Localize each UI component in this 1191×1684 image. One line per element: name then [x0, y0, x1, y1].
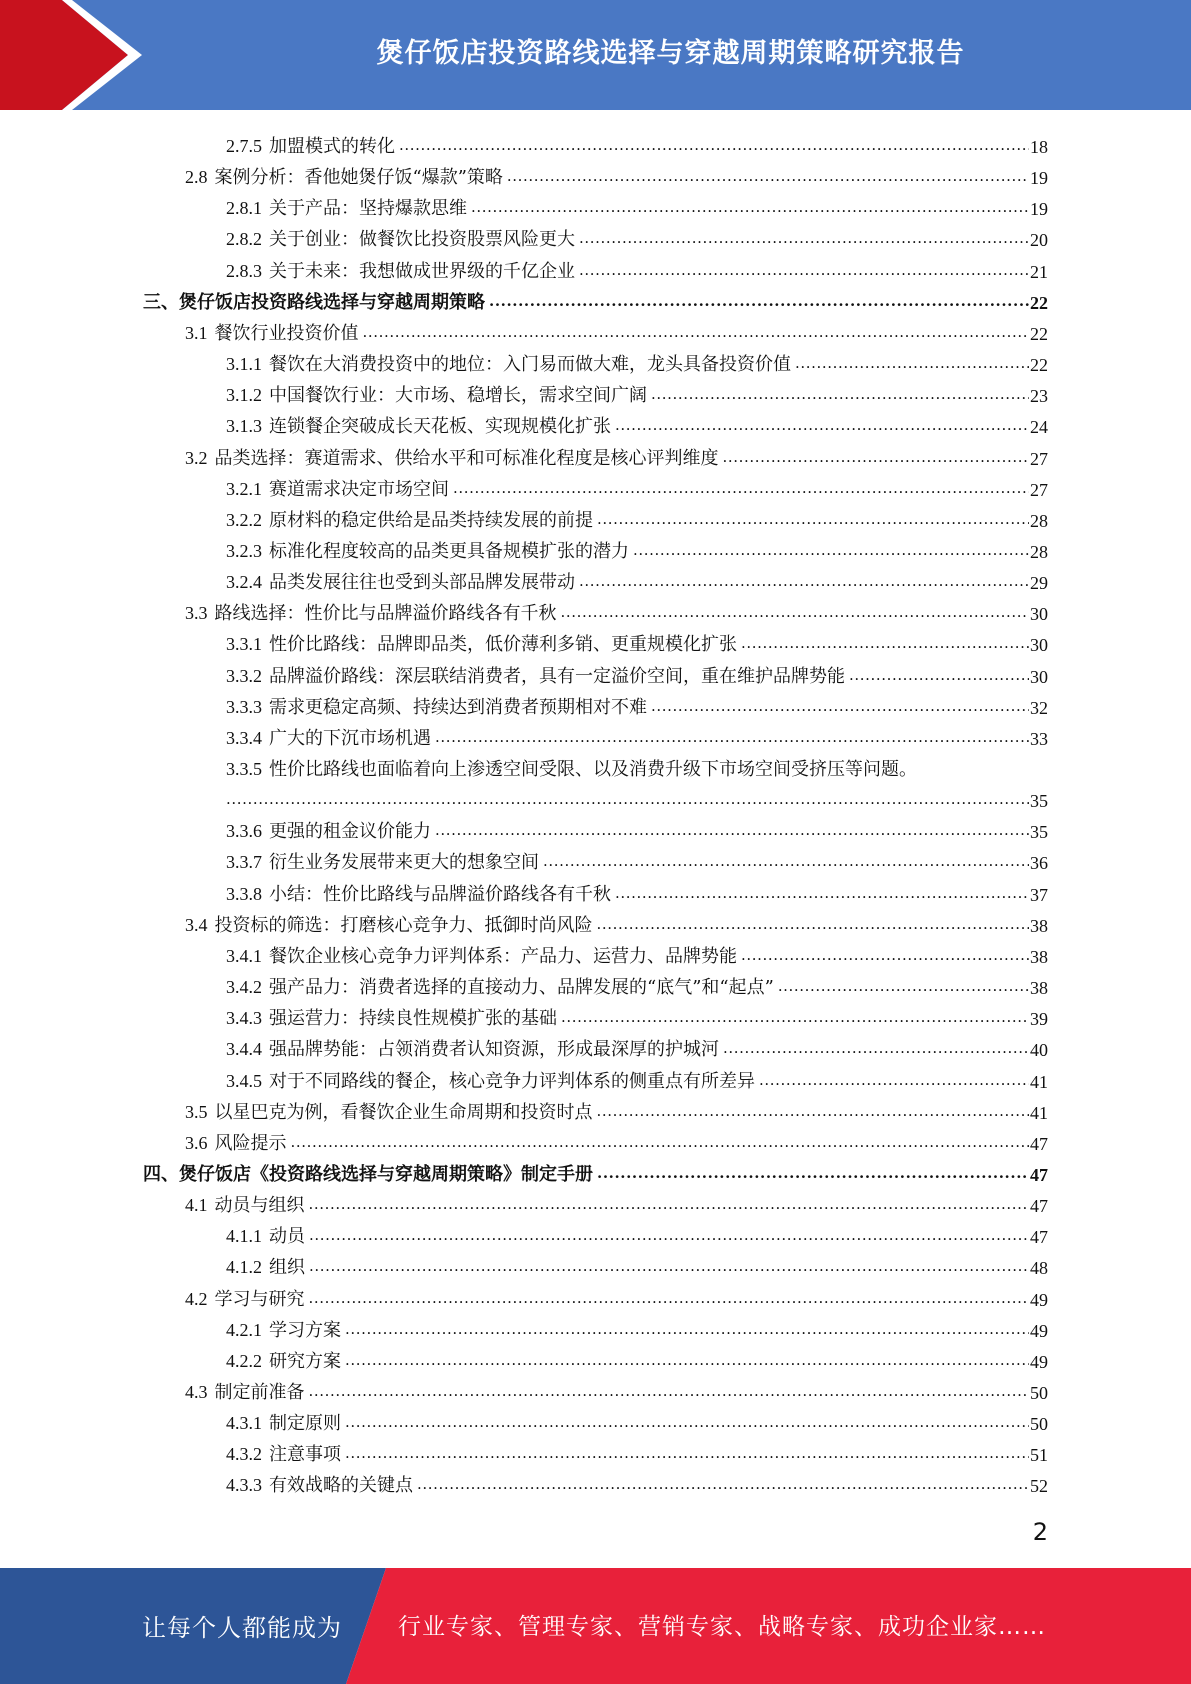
toc-entry-page: 28 [1030, 510, 1048, 531]
toc-entry-label [143, 291, 485, 314]
toc-entry-title: 关于产品：坚持爆款思维 [269, 198, 467, 220]
dot-leader [417, 1475, 1029, 1497]
toc-entry-page: 52 [1030, 1476, 1048, 1497]
toc-entry-title: 动员与组织 [214, 1195, 305, 1217]
toc-entry-number: 2.8.3 [226, 260, 262, 281]
toc-entry-title: 关于未来：我想做成世界级的千亿企业 [269, 260, 575, 282]
toc-entry[interactable] [226, 1343, 1048, 1373]
toc-entry-label [185, 1101, 593, 1124]
toc-entry[interactable] [185, 1125, 1048, 1155]
toc-entry-page: 36 [1030, 853, 1048, 874]
toc-entry-page: 21 [1030, 261, 1048, 282]
toc-entry-number: 2.7.5 [226, 136, 262, 156]
toc-entry[interactable] [226, 1312, 1048, 1342]
toc-entry-number: 3.2.3 [226, 540, 262, 561]
dot-leader [759, 1071, 1029, 1093]
dot-leader [309, 1257, 1029, 1279]
toc-entry-number: 3.4.5 [226, 1070, 262, 1091]
page-header [0, 0, 1191, 110]
toc-entry-label [226, 1038, 719, 1061]
toc-entry[interactable] [226, 751, 1048, 781]
page-footer [0, 1568, 1191, 1684]
toc-entry[interactable] [226, 938, 1048, 968]
toc-entry[interactable] [226, 1467, 1048, 1497]
toc-entry-number: 3.4 [185, 914, 208, 935]
toc-entry-page: 30 [1030, 604, 1048, 625]
dot-leader [345, 1320, 1029, 1342]
toc-entry-title: 关于创业：做餐饮比投资股票风险更大 [269, 229, 575, 251]
toc-entry-page: 50 [1030, 1414, 1048, 1435]
toc-entry-label [226, 1256, 305, 1279]
toc-entry-page: 47 [1030, 1227, 1048, 1248]
toc-entry-label [185, 602, 557, 625]
toc-entry[interactable] [185, 440, 1048, 470]
toc-entry-page: 40 [1030, 1040, 1048, 1061]
toc-entry-page: 51 [1030, 1445, 1048, 1466]
toc-entry-number: 三、 [143, 291, 179, 312]
dot-leader [741, 634, 1029, 656]
toc-entry-title: 路线选择：性价比与品牌溢价路线各有千秋 [214, 603, 557, 625]
toc-entry-page: 33 [1030, 728, 1048, 749]
toc-entry-page: 32 [1030, 697, 1048, 718]
toc-entry-title: 品牌溢价路线：深层联结消费者，具有一定溢价空间，重在维护品牌势能 [269, 665, 845, 687]
dot-leader [453, 479, 1029, 501]
toc-entry[interactable] [226, 844, 1048, 874]
toc-entry-title: 组织 [269, 1257, 305, 1279]
toc-entry-number: 3.3.8 [226, 883, 262, 904]
dot-leader [579, 572, 1029, 594]
toc-entry-number: 3.3.6 [226, 821, 262, 842]
toc-entry-number: 3.2 [185, 447, 208, 468]
toc-entry-number: 4.2.2 [226, 1350, 262, 1371]
toc-entry-number: 四、 [143, 1163, 179, 1184]
toc-entry-title: 风险提示 [214, 1132, 287, 1154]
toc-entry[interactable] [185, 315, 1048, 345]
toc-entry-label [226, 696, 647, 719]
dot-leader [345, 1351, 1029, 1373]
toc-entry-label [226, 633, 737, 656]
dot-leader [345, 1413, 1029, 1435]
toc-entry-label [226, 540, 629, 563]
toc-entry[interactable] [226, 502, 1048, 532]
toc-entry[interactable] [226, 1063, 1048, 1093]
toc-entry-number: 3.5 [185, 1101, 208, 1122]
toc-entry-title: 品类发展往往也受到头部品牌发展带动 [269, 572, 575, 594]
dot-leader [597, 1164, 1029, 1186]
dot-leader [489, 292, 1029, 314]
toc-entry-title: 学习方案 [269, 1319, 341, 1341]
toc-entry[interactable] [226, 128, 1048, 158]
dot-leader [363, 323, 1030, 345]
toc-entry-page: 30 [1030, 635, 1048, 656]
toc-entry-label [143, 1163, 593, 1186]
toc-entry-label [226, 415, 611, 438]
toc-entry-label [226, 1007, 557, 1030]
page-number: 2 [1032, 1518, 1048, 1546]
toc-entry-number: 3.6 [185, 1132, 208, 1153]
dot-leader [651, 697, 1029, 719]
toc-entry[interactable] [226, 720, 1048, 750]
toc-entry-number: 3.3.1 [226, 634, 262, 655]
toc-entry-title: 有效战略的关键点 [269, 1475, 413, 1497]
toc-entry-label [226, 883, 611, 906]
toc-entry-label [226, 1412, 341, 1435]
toc-entry[interactable] [226, 346, 1048, 376]
toc-entry-label [226, 135, 395, 158]
toc-entry-number: 3.2.2 [226, 509, 262, 530]
toc-entry-page: 27 [1030, 448, 1048, 469]
toc-entry[interactable] [185, 1187, 1048, 1217]
toc-entry[interactable] [226, 1405, 1048, 1435]
report-title: 煲仔饭店投资路线选择与穿越周期策略研究报告 [376, 37, 965, 69]
toc-entry-page: 24 [1030, 417, 1048, 438]
toc-entry-number: 2.8 [185, 167, 208, 188]
toc-entry-title: 投资标的筛选：打磨核心竞争力、抵御时尚风险 [214, 914, 593, 936]
toc-entry-number: 3.3.7 [226, 852, 262, 873]
toc-entry-title: 案例分析：香他她煲仔饭“爆款”策略 [214, 167, 503, 189]
toc-entry-number: 2.8.2 [226, 229, 262, 250]
toc-entry-label [185, 1381, 305, 1404]
toc-entry[interactable] [185, 1281, 1048, 1311]
toc-entry-page: 37 [1030, 884, 1048, 905]
toc-entry-label [226, 1474, 413, 1497]
dot-leader [226, 790, 1029, 812]
toc-entry-number: 4.1.2 [226, 1257, 262, 1278]
toc-entry[interactable] [226, 1000, 1048, 1030]
toc-entry-number: 4.3 [185, 1382, 208, 1402]
toc-entry[interactable] [226, 253, 1048, 283]
toc-entry-page: 22 [1030, 323, 1048, 344]
toc-entry-title: 学习与研究 [214, 1288, 305, 1310]
dot-leader [723, 1039, 1029, 1061]
toc-entry-label [226, 1443, 341, 1466]
dot-leader [309, 1195, 1030, 1217]
toc-entry-label [226, 820, 431, 843]
toc-entry-page: 19 [1030, 168, 1048, 189]
toc-entry[interactable] [185, 907, 1048, 937]
header-chevron-graphic [0, 0, 160, 110]
toc-entry-title: 广大的下沉市场机遇 [269, 727, 431, 749]
toc-entry-page: 47 [1030, 1196, 1048, 1217]
toc-entry-label [226, 1070, 755, 1093]
footer-slogan-right: 行业专家、管理专家、营销专家、战略专家、成功企业家…… [398, 1614, 1046, 1640]
toc-entry[interactable] [226, 564, 1048, 594]
toc-entry-page: 28 [1030, 541, 1048, 562]
toc-entry-number: 3.4.2 [226, 977, 262, 998]
toc-entry-label [226, 197, 467, 220]
toc-entry-page: 47 [1030, 1133, 1048, 1154]
dot-leader [507, 167, 1029, 189]
toc-entry-page: 50 [1030, 1383, 1048, 1403]
toc-entry-page: 35 [1030, 822, 1048, 843]
toc-entry-number: 4.2.1 [226, 1319, 262, 1340]
toc-entry[interactable] [226, 689, 1048, 719]
toc-entry[interactable] [226, 876, 1048, 906]
toc-entry-page: 20 [1030, 230, 1048, 251]
toc-entry[interactable] [143, 284, 1048, 314]
toc-entry[interactable] [226, 1249, 1048, 1279]
toc-entry[interactable] [226, 782, 1048, 812]
toc-entry-number: 3.1.1 [226, 354, 262, 375]
toc-entry-title: 煲仔饭店投资路线选择与穿越周期策略 [179, 291, 485, 313]
toc-entry-title: 动员 [269, 1226, 305, 1248]
toc-entry-title: 小结：性价比路线与品牌溢价路线各有千秋 [269, 883, 611, 905]
dot-leader [615, 884, 1029, 906]
toc-entry-number: 3.3.3 [226, 696, 262, 717]
toc-entry-label [226, 1319, 341, 1342]
toc-entry-page: 39 [1030, 1009, 1048, 1030]
toc-entry-number: 3.2.4 [226, 572, 262, 593]
toc-entry-label [226, 1350, 341, 1373]
footer-slogan-left: 让每个人都能成为 [142, 1614, 342, 1642]
toc-entry[interactable] [226, 221, 1048, 251]
toc-entry-title: 餐饮企业核心竞争力评判体系：产品力、运营力、品牌势能 [269, 945, 737, 967]
toc-entry-label [226, 665, 845, 688]
toc-entry-page: 35 [1030, 791, 1048, 812]
toc-entry-number: 2.8.1 [226, 198, 262, 219]
toc-entry-page: 49 [1030, 1320, 1048, 1341]
toc-entry[interactable] [226, 377, 1048, 407]
toc-entry[interactable] [185, 1094, 1048, 1124]
toc-entry[interactable] [226, 533, 1048, 563]
toc-entry-label [226, 976, 774, 999]
toc-entry-page: 19 [1030, 199, 1048, 220]
toc-entry-label [226, 353, 791, 376]
toc-entry-label [185, 914, 593, 937]
toc-entry-label [185, 1132, 287, 1155]
toc-entry-title: 餐饮在大消费投资中的地位：入门易而做大难，龙头具备投资价值 [269, 354, 791, 376]
toc-entry[interactable] [226, 1436, 1048, 1466]
toc-entry[interactable] [226, 658, 1048, 688]
toc-entry-number: 3.4.3 [226, 1008, 262, 1029]
toc-entry-page: 38 [1030, 946, 1048, 967]
toc-entry-label [226, 571, 575, 594]
dot-leader [615, 416, 1029, 438]
toc-entry-title: 以星巴克为例，看餐饮企业生命周期和投资时点 [214, 1101, 593, 1123]
toc-entry-number: 4.3.2 [226, 1444, 262, 1465]
toc-entry-page: 22 [1030, 292, 1048, 313]
toc-entry-label [226, 228, 575, 251]
dot-leader [741, 946, 1029, 968]
toc-entry-number: 3.1.2 [226, 385, 262, 406]
toc-entry[interactable] [226, 626, 1048, 656]
toc-entry-page: 27 [1030, 479, 1048, 500]
toc-entry-page: 41 [1030, 1102, 1048, 1123]
toc-entry-page: 49 [1030, 1289, 1048, 1310]
dot-leader [399, 136, 1029, 158]
toc-entry-title: 原材料的稳定供给是品类持续发展的前提 [269, 509, 593, 531]
dot-leader [849, 666, 1029, 688]
dot-leader [291, 1133, 1030, 1155]
dot-leader [795, 354, 1029, 376]
toc-entry[interactable] [226, 1218, 1048, 1248]
dot-leader [597, 510, 1029, 532]
toc-entry-number: 4.3.1 [226, 1413, 262, 1434]
toc-entry-title: 制定原则 [269, 1413, 341, 1435]
toc-entry-label [226, 1225, 305, 1248]
toc-entry-title: 标准化程度较高的品类更具备规模扩张的潜力 [269, 540, 629, 562]
toc-entry[interactable] [226, 408, 1048, 438]
toc-entry-title: 性价比路线也面临着向上渗透空间受限、以及消费升级下市场空间受挤压等问题。 [269, 759, 917, 780]
toc-entry-title: 性价比路线：品牌即品类，低价薄利多销、更重规模化扩张 [269, 634, 737, 656]
toc-entry-title: 强产品力：消费者选择的直接动力、品牌发展的“底气”和“起点” [269, 977, 774, 999]
toc-entry-label [185, 1288, 305, 1311]
toc-entry-label [226, 758, 917, 781]
toc-entry-number: 4.3.3 [226, 1475, 262, 1496]
toc-entry-number: 3.3.5 [226, 759, 262, 779]
toc-entry-title: 中国餐饮行业：大市场、稳增长，需求空间广阔 [269, 385, 647, 407]
dot-leader [345, 1444, 1029, 1466]
toc-entry[interactable] [143, 1156, 1048, 1186]
toc-entry-page: 29 [1030, 573, 1048, 594]
toc-entry-label [226, 478, 449, 501]
dot-leader [435, 821, 1029, 843]
toc-entry-number: 3.2.1 [226, 478, 262, 499]
toc-entry-page: 47 [1030, 1164, 1048, 1185]
toc-entry-label [226, 945, 737, 968]
toc-entry-title: 研究方案 [269, 1350, 341, 1372]
dot-leader [579, 229, 1029, 251]
dot-leader [309, 1382, 1030, 1404]
dot-leader [597, 1102, 1030, 1124]
toc-entry-label [226, 727, 431, 750]
toc-entry-page: 41 [1030, 1071, 1048, 1092]
dot-leader [778, 977, 1029, 999]
toc-entry-label [226, 260, 575, 283]
dot-leader [561, 603, 1030, 625]
toc-entry[interactable] [226, 969, 1048, 999]
toc-entry[interactable] [226, 471, 1048, 501]
toc-entry-title: 对于不同路线的餐企，核心竞争力评判体系的侧重点有所差异 [269, 1070, 755, 1092]
toc-entry[interactable] [226, 813, 1048, 843]
dot-leader [309, 1289, 1030, 1311]
toc-entry-title: 加盟模式的转化 [269, 136, 395, 157]
dot-leader [543, 852, 1029, 874]
toc-entry-label [185, 322, 359, 345]
toc-entry-page: 38 [1030, 978, 1048, 999]
toc-entry-number: 4.1 [185, 1195, 208, 1216]
toc-entry-number: 3.1 [185, 322, 208, 343]
toc-entry-label [185, 1194, 305, 1217]
toc-entry-title: 赛道需求决定市场空间 [269, 478, 449, 500]
toc-entry[interactable] [185, 159, 1048, 189]
toc-entry-title: 煲仔饭店《投资路线选择与穿越周期策略》制定手册 [179, 1163, 593, 1185]
toc-entry-title: 衍生业务发展带来更大的想象空间 [269, 852, 539, 874]
toc-entry-number: 4.2 [185, 1288, 208, 1309]
toc-entry-page: 49 [1030, 1351, 1048, 1372]
toc-entry-title: 更强的租金议价能力 [269, 821, 431, 843]
toc-entry-page: 18 [1030, 137, 1048, 157]
toc-entry-number: 3.4.1 [226, 945, 262, 966]
toc-entry-number: 3.3.2 [226, 665, 262, 686]
toc-entry-title: 强运营力：持续良性规模扩张的基础 [269, 1008, 557, 1030]
toc-entry-number: 3.3.4 [226, 727, 262, 748]
toc-entry-title: 连锁餐企突破成长天花板、实现规模化扩张 [269, 416, 611, 438]
toc-entry-number: 4.1.1 [226, 1226, 262, 1247]
toc-entry-title: 需求更稳定高频、持续达到消费者预期相对不难 [269, 696, 647, 718]
toc-entry-page: 38 [1030, 915, 1048, 936]
toc-entry-title: 制定前准备 [214, 1382, 305, 1403]
toc-entry-page: 48 [1030, 1258, 1048, 1279]
toc-entry-number: 3.4.4 [226, 1039, 262, 1060]
dot-leader [561, 1008, 1029, 1030]
dot-leader [309, 1226, 1029, 1248]
toc-entry-title: 餐饮行业投资价值 [214, 322, 359, 344]
dot-leader [579, 261, 1029, 283]
toc-entry-number: 3.3 [185, 603, 208, 624]
toc-entry[interactable] [226, 1031, 1048, 1061]
dot-leader [471, 198, 1029, 220]
dot-leader [633, 541, 1029, 563]
toc-entry-label [185, 447, 719, 470]
toc-entry-label [226, 509, 593, 532]
dot-leader [723, 448, 1030, 470]
toc-entry-page: 22 [1030, 355, 1048, 376]
toc-entry-label [185, 166, 503, 189]
toc-entry-title: 强品牌势能：占领消费者认知资源，形成最深厚的护城河 [269, 1039, 719, 1061]
toc-entry-page: 23 [1030, 386, 1048, 407]
toc-entry-title: 品类选择：赛道需求、供给水平和可标准化程度是核心评判维度 [214, 447, 719, 469]
toc-entry-number: 3.1.3 [226, 416, 262, 437]
toc-entry[interactable] [185, 595, 1048, 625]
dot-leader [435, 728, 1029, 750]
toc-entry-page: 30 [1030, 666, 1048, 687]
dot-leader [597, 915, 1030, 937]
dot-leader [651, 385, 1029, 407]
toc-entry[interactable] [185, 1374, 1048, 1404]
toc-entry-label [226, 851, 539, 874]
toc-entry-title: 注意事项 [269, 1444, 341, 1466]
toc-entry[interactable] [226, 190, 1048, 220]
toc-entry-label [226, 384, 647, 407]
